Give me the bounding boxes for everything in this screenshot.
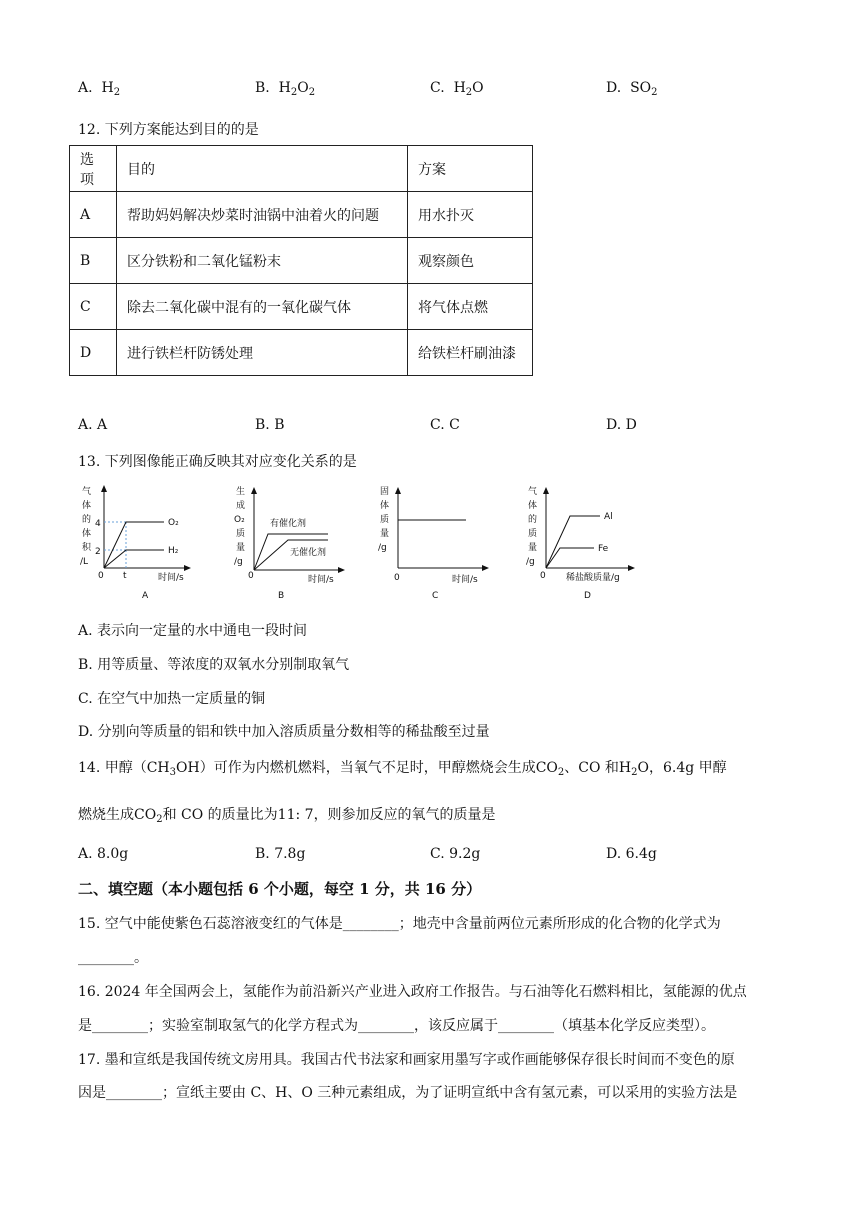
ylabel-char: 固 xyxy=(380,487,390,497)
x-axis-arrow xyxy=(184,565,191,571)
table-row xyxy=(70,330,533,376)
x-axis-label: 时间/s xyxy=(452,575,478,585)
q17-line-2: 因是________；宣纸主要由 C、H、O 三种元素组成，为了证明宣纸中含有氢元素，可以采用的实验方法是 xyxy=(78,1085,738,1101)
q14-option-c: C. 9.2g xyxy=(430,846,481,862)
ylabel-char: 量 xyxy=(528,543,538,553)
ylabel-char: 的 xyxy=(528,515,538,525)
series-label: H₂ xyxy=(168,546,179,556)
x-axis-label: 时间/s xyxy=(158,573,184,583)
q14-option-d: D. 6.4g xyxy=(606,846,657,862)
ylabel-char: 气 xyxy=(82,487,92,497)
table-header-cell: 选项 xyxy=(70,146,117,192)
ylabel-char: 量 xyxy=(380,529,390,539)
graph-c-ylabel xyxy=(378,486,389,553)
q16-line-2: 是________；实验室制取氢气的化学方程式为________，该反应属于________（填基本化学反应类型）。 xyxy=(78,1018,715,1034)
x-tick-label: t xyxy=(123,571,127,581)
y-tick-label: 2 xyxy=(95,547,101,557)
origin-label: 0 xyxy=(98,571,104,581)
origin-label: 0 xyxy=(394,573,400,583)
graph-caption: C xyxy=(432,591,439,601)
table-cell: A xyxy=(70,192,117,238)
ylabel-char: 气 xyxy=(528,487,538,497)
origin-label: 0 xyxy=(540,571,546,581)
origin-label: 0 xyxy=(248,571,254,581)
ylabel-char: /g xyxy=(378,543,387,553)
y-axis-arrow xyxy=(251,487,257,494)
ylabel-char: 质 xyxy=(236,529,246,539)
y-tick-label: 4 xyxy=(95,519,101,529)
q12-option-c: C. C xyxy=(430,417,460,433)
table-row xyxy=(70,192,533,238)
ylabel-char: 积 xyxy=(82,543,92,553)
series-label: 有催化剂 xyxy=(270,519,307,529)
co2-formula: $CO_2$ xyxy=(535,760,565,778)
h2o-formula: $H_2O$ xyxy=(618,760,649,778)
q13-option-c: C. 在空气中加热一定质量的铜 xyxy=(78,691,266,707)
q11-option-a: A. $H_2$ xyxy=(78,80,121,98)
table-cell: 给铁栏杆刷油漆 xyxy=(408,330,533,376)
q14-line-2: 燃烧生成$CO_2$和 CO 的质量比为11: 7，则参加反应的氧气的质量是 xyxy=(78,807,496,825)
x-axis-label: 时间/s xyxy=(308,575,334,585)
graph-b xyxy=(232,482,352,604)
graph-d-ylabel xyxy=(526,485,537,567)
graph-a-ylabel xyxy=(80,485,92,567)
section-2-title: 二、填空题（本小题包括 6 个小题，每空 1 分，共 16 分） xyxy=(78,880,482,898)
q12-option-b: B. B xyxy=(255,417,285,433)
table-header-cell: 目的 xyxy=(117,146,408,192)
x-axis-arrow xyxy=(628,565,635,571)
x-axis-arrow xyxy=(338,567,345,573)
ylabel-char: /g xyxy=(526,557,535,567)
series-fe-line xyxy=(546,548,594,568)
co2-formula: $CO_2$ xyxy=(134,807,163,825)
series-label: 无催化剂 xyxy=(290,548,327,558)
graph-caption: D xyxy=(584,591,591,601)
table-header-cell: 方案 xyxy=(408,146,533,192)
table-row xyxy=(70,238,533,284)
mass-ratio: 11: 7 xyxy=(277,807,314,823)
q15-line-2: ________。 xyxy=(78,950,148,966)
graph-a xyxy=(78,482,198,604)
table-cell: D xyxy=(70,330,117,376)
ylabel-char: 成 xyxy=(236,501,246,511)
ylabel-char: 量 xyxy=(236,543,246,553)
q13-option-b: B. 用等质量、等浓度的双氧水分别制取氧气 xyxy=(78,657,350,673)
q11-option-c: C. $H_2O$ xyxy=(430,80,484,98)
table-cell: 除去二氧化碳中混有的一氧化碳气体 xyxy=(117,284,408,330)
q11-option-d: D. $SO_2$ xyxy=(606,80,658,98)
x-axis-arrow xyxy=(482,565,489,571)
table-cell: C xyxy=(70,284,117,330)
series-label: Al xyxy=(604,512,613,522)
y-axis-arrow xyxy=(395,487,401,494)
y-axis-arrow xyxy=(543,487,549,494)
graph-caption: A xyxy=(142,591,149,601)
q12-table xyxy=(69,145,533,376)
methanol-formula: $CH_3OH$ xyxy=(146,760,200,778)
x-axis-label: 稀盐酸质量/g xyxy=(566,573,620,583)
q11-option-b: B. $H_2O_2$ xyxy=(255,80,316,98)
series-label: O₂ xyxy=(168,518,179,528)
ylabel-char: 体 xyxy=(82,529,92,539)
ylabel-char: /g xyxy=(234,557,243,567)
series-label: Fe xyxy=(598,544,609,554)
series-al-line xyxy=(546,516,600,568)
ylabel-char: 生 xyxy=(236,487,246,497)
q12-option-d: D. D xyxy=(606,417,637,433)
series-h2-line xyxy=(104,550,164,568)
graph-b-ylabel xyxy=(234,485,245,567)
q15-line-1: 15. 空气中能使紫色石蕊溶液变红的气体是________；地壳中含量前两位元素所形成的化合物的化学式为 xyxy=(78,916,721,932)
q13-option-d: D. 分别向等质量的铝和铁中加入溶质质量分数相等的稀盐酸至过量 xyxy=(78,724,490,740)
table-cell: 帮助妈妈解决炒菜时油锅中油着火的问题 xyxy=(117,192,408,238)
ylabel-char: 体 xyxy=(82,501,92,511)
q16-line-1: 16. 2024 年全国两会上，氢能作为前沿新兴产业进入政府工作报告。与石油等化石燃料相比，氢能源的优点 xyxy=(78,984,747,1000)
q12-stem: 12. 下列方案能达到目的的是 xyxy=(78,122,259,138)
graph-c xyxy=(376,482,496,604)
table-cell: 观察颜色 xyxy=(408,238,533,284)
q14-line-1: 14. 甲醇$(CH_3OH)$可作为内燃机燃料，当氧气不足时，甲醇燃烧会生成$CO_2$、CO 和$H_2O$，6.4g 甲醇 xyxy=(78,760,727,778)
table-cell: 区分铁粉和二氧化锰粉末 xyxy=(117,238,408,284)
graph-caption: B xyxy=(278,591,285,601)
graph-d xyxy=(524,482,644,604)
q13-option-a: A. 表示向一定量的水中通电一段时间 xyxy=(78,623,308,639)
ylabel-char: 质 xyxy=(380,515,390,525)
table-cell: 用水扑灭 xyxy=(408,192,533,238)
ylabel-char: O₂ xyxy=(234,515,245,525)
table-cell: 进行铁栏杆防锈处理 xyxy=(117,330,408,376)
q14-option-a: A. 8.0g xyxy=(78,846,129,862)
q13-stem: 13. 下列图像能正确反映其对应变化关系的是 xyxy=(78,454,357,470)
table-header-row xyxy=(70,146,533,192)
table-cell: B xyxy=(70,238,117,284)
ylabel-char: 体 xyxy=(528,501,538,511)
table-row xyxy=(70,284,533,330)
ylabel-char: 质 xyxy=(528,529,538,539)
ylabel-char: 体 xyxy=(380,501,390,511)
q17-line-1: 17. 墨和宣纸是我国传统文房用具。我国古代书法家和画家用墨写字或作画能够保存很长时间而不变色的原 xyxy=(78,1052,735,1068)
q14-option-b: B. 7.8g xyxy=(255,846,306,862)
table-cell: 将气体点燃 xyxy=(408,284,533,330)
ylabel-char: 的 xyxy=(82,515,92,525)
ylabel-char: /L xyxy=(80,557,89,567)
y-axis-arrow xyxy=(101,485,107,492)
q12-option-a: A. A xyxy=(78,417,108,433)
